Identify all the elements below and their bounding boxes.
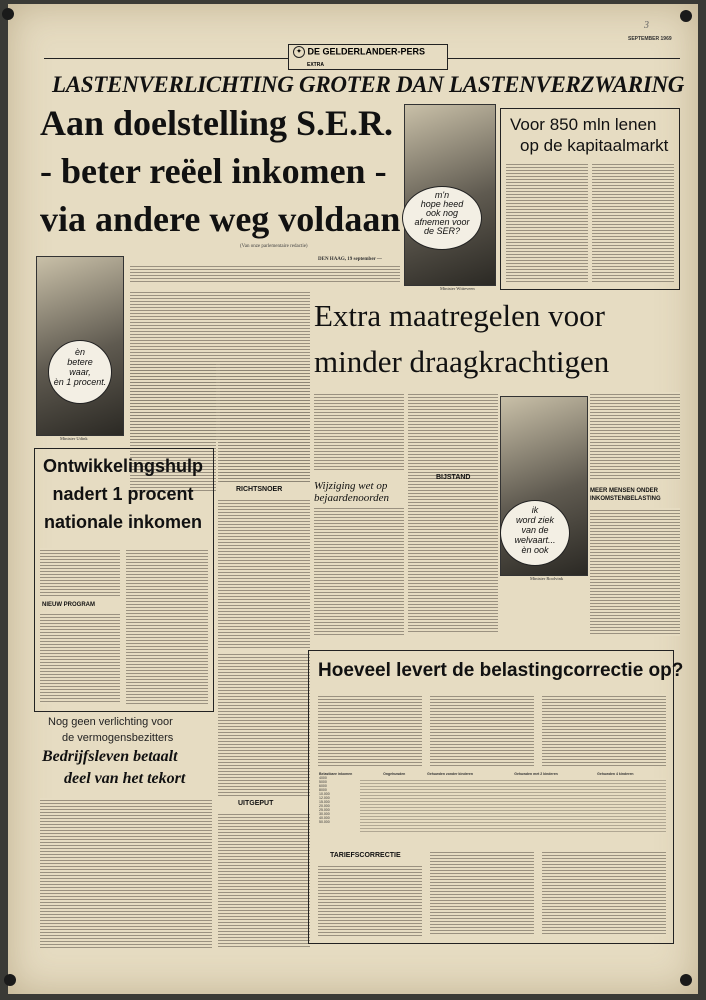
masthead-name: DE GELDERLANDER-PERS	[307, 46, 426, 57]
capital-market-text-col-1	[506, 162, 588, 282]
measures-text-col-2	[408, 392, 498, 632]
table-cell: 15.000	[319, 800, 330, 804]
development-text-col-2	[126, 548, 208, 704]
uitgeput-text-top	[218, 652, 310, 796]
table-cell: 20.000	[319, 804, 330, 808]
masthead-logo-icon: ✦	[293, 46, 305, 58]
caption-roolvink: Minister Roolvink	[530, 576, 564, 581]
wealth-headline-2: deel van het tekort	[64, 770, 186, 787]
table-cell: 25.000	[319, 808, 330, 812]
richtsnoer-text-top	[218, 440, 310, 482]
uitgeput-subhead: UITGEPUT	[238, 800, 274, 807]
capital-market-text-col-2	[592, 162, 674, 282]
income-tax-subhead-1: MEER MENSEN ONDER	[590, 488, 659, 494]
wealth-text	[40, 798, 212, 948]
development-title-1: Ontwikkelingshulp	[42, 456, 203, 476]
tax-box-bottom-col-2	[430, 850, 534, 936]
masthead-edition: EXTRA	[307, 62, 324, 68]
bejaarden-text	[314, 506, 404, 636]
development-text-col-1	[40, 548, 120, 598]
table-cell: 6000	[319, 784, 327, 788]
main-byline: (Van onze parlementaire redactie)	[240, 244, 308, 249]
tax-box-subhead: TARIEFSCORRECTIE	[330, 852, 401, 859]
tax-box-bottom-col-1	[318, 864, 422, 936]
tax-table-header-cell: Gehuwden zonder kinderen	[427, 772, 474, 776]
table-cell: 12.000	[319, 796, 330, 800]
caption-udink: Minister Udink	[60, 436, 88, 441]
table-cell: 5000	[319, 780, 327, 784]
measures-headline-2: minder draagkrachtigen	[314, 344, 610, 379]
wealth-kicker-1: Nog geen verlichting voor	[48, 716, 173, 728]
measures-text-col-1	[314, 392, 404, 472]
development-title-2: nadert 1 procent	[52, 484, 194, 504]
bejaarden-head-1: Wijziging wet op	[314, 480, 388, 492]
table-cell: 4000	[319, 776, 327, 780]
table-cell: 50.000	[319, 820, 330, 824]
tax-box-text-col-2	[430, 694, 534, 766]
tax-box-bottom-col-3	[542, 850, 666, 936]
table-cell: 8000	[319, 788, 327, 792]
caption-witteveen: Minister Witteveen	[440, 286, 475, 291]
tax-box-text-col-3	[542, 694, 666, 766]
uitgeput-text	[218, 812, 310, 948]
kicker-headline: LASTENVERLICHTING GROTER DAN LASTENVERZWARING	[52, 72, 685, 97]
bijstand-subhead: BIJSTAND	[436, 474, 471, 481]
development-subhead: NIEUW PROGRAM	[42, 602, 95, 608]
masthead-date: SEPTEMBER 1969	[628, 36, 672, 42]
development-title-3: nationale inkomen	[43, 512, 203, 532]
pin-bottom-right	[680, 974, 692, 986]
main-headline-2: - beter reëel inkomen -	[40, 151, 387, 191]
page-number: 3	[644, 20, 649, 31]
tax-table-header-cell: Belastbare inkomen	[319, 772, 353, 776]
tax-box-headline: Hoeveel levert de belastingcorrectie op?	[318, 660, 684, 681]
table-cell: 30.000	[319, 812, 330, 816]
table-cell: 40.000	[319, 816, 330, 820]
masthead	[288, 44, 448, 70]
income-tax-text	[590, 508, 680, 636]
capital-market-title-1: Voor 850 mln lenen	[510, 115, 657, 134]
tax-table-values	[360, 778, 666, 834]
development-text-col-1b	[40, 612, 120, 704]
main-headline-3: via andere weg voldaan	[40, 199, 401, 239]
tax-box-text-col-1	[318, 694, 422, 766]
main-dateline: DEN HAAG, 19 september —	[318, 257, 382, 262]
tax-table-header-cell: Gehuwden met 2 kinderen	[514, 772, 558, 776]
tax-table-header-cell: Ongehuwden	[383, 772, 406, 776]
speech-bubble-witteveen: m'n hope heed ook nog afnemen voor de SER?	[402, 186, 482, 250]
richtsnoer-text	[218, 498, 310, 648]
main-intro-text	[130, 264, 400, 284]
tax-table-header-cell: Gehuwden 4 kinderen	[597, 772, 634, 776]
main-headline-1: Aan doelstelling S.E.R.	[40, 103, 394, 143]
table-cell: 10.000	[319, 792, 330, 796]
measures-text-col-3	[590, 392, 680, 480]
pin-top-right	[680, 10, 692, 22]
bejaarden-head-2: bejaardenoorden	[314, 492, 389, 504]
pin-bottom-left	[4, 974, 16, 986]
income-tax-subhead-2: INKOMSTENBELASTING	[590, 496, 661, 502]
wealth-kicker-2: de vermogensbezitters	[62, 732, 174, 744]
speech-bubble-udink: èn betere waar, èn 1 procent.	[48, 340, 112, 404]
richtsnoer-subhead: RICHTSNOER	[236, 486, 283, 493]
speech-bubble-roolvink: ik word ziek van de welvaart... èn ook	[500, 500, 570, 566]
capital-market-title-2: op de kapitaalmarkt	[520, 136, 669, 155]
pin-top-left	[2, 8, 14, 20]
wealth-headline-1: Bedrijfsleven betaalt	[42, 748, 178, 765]
measures-headline-1: Extra maatregelen voor	[314, 298, 605, 333]
